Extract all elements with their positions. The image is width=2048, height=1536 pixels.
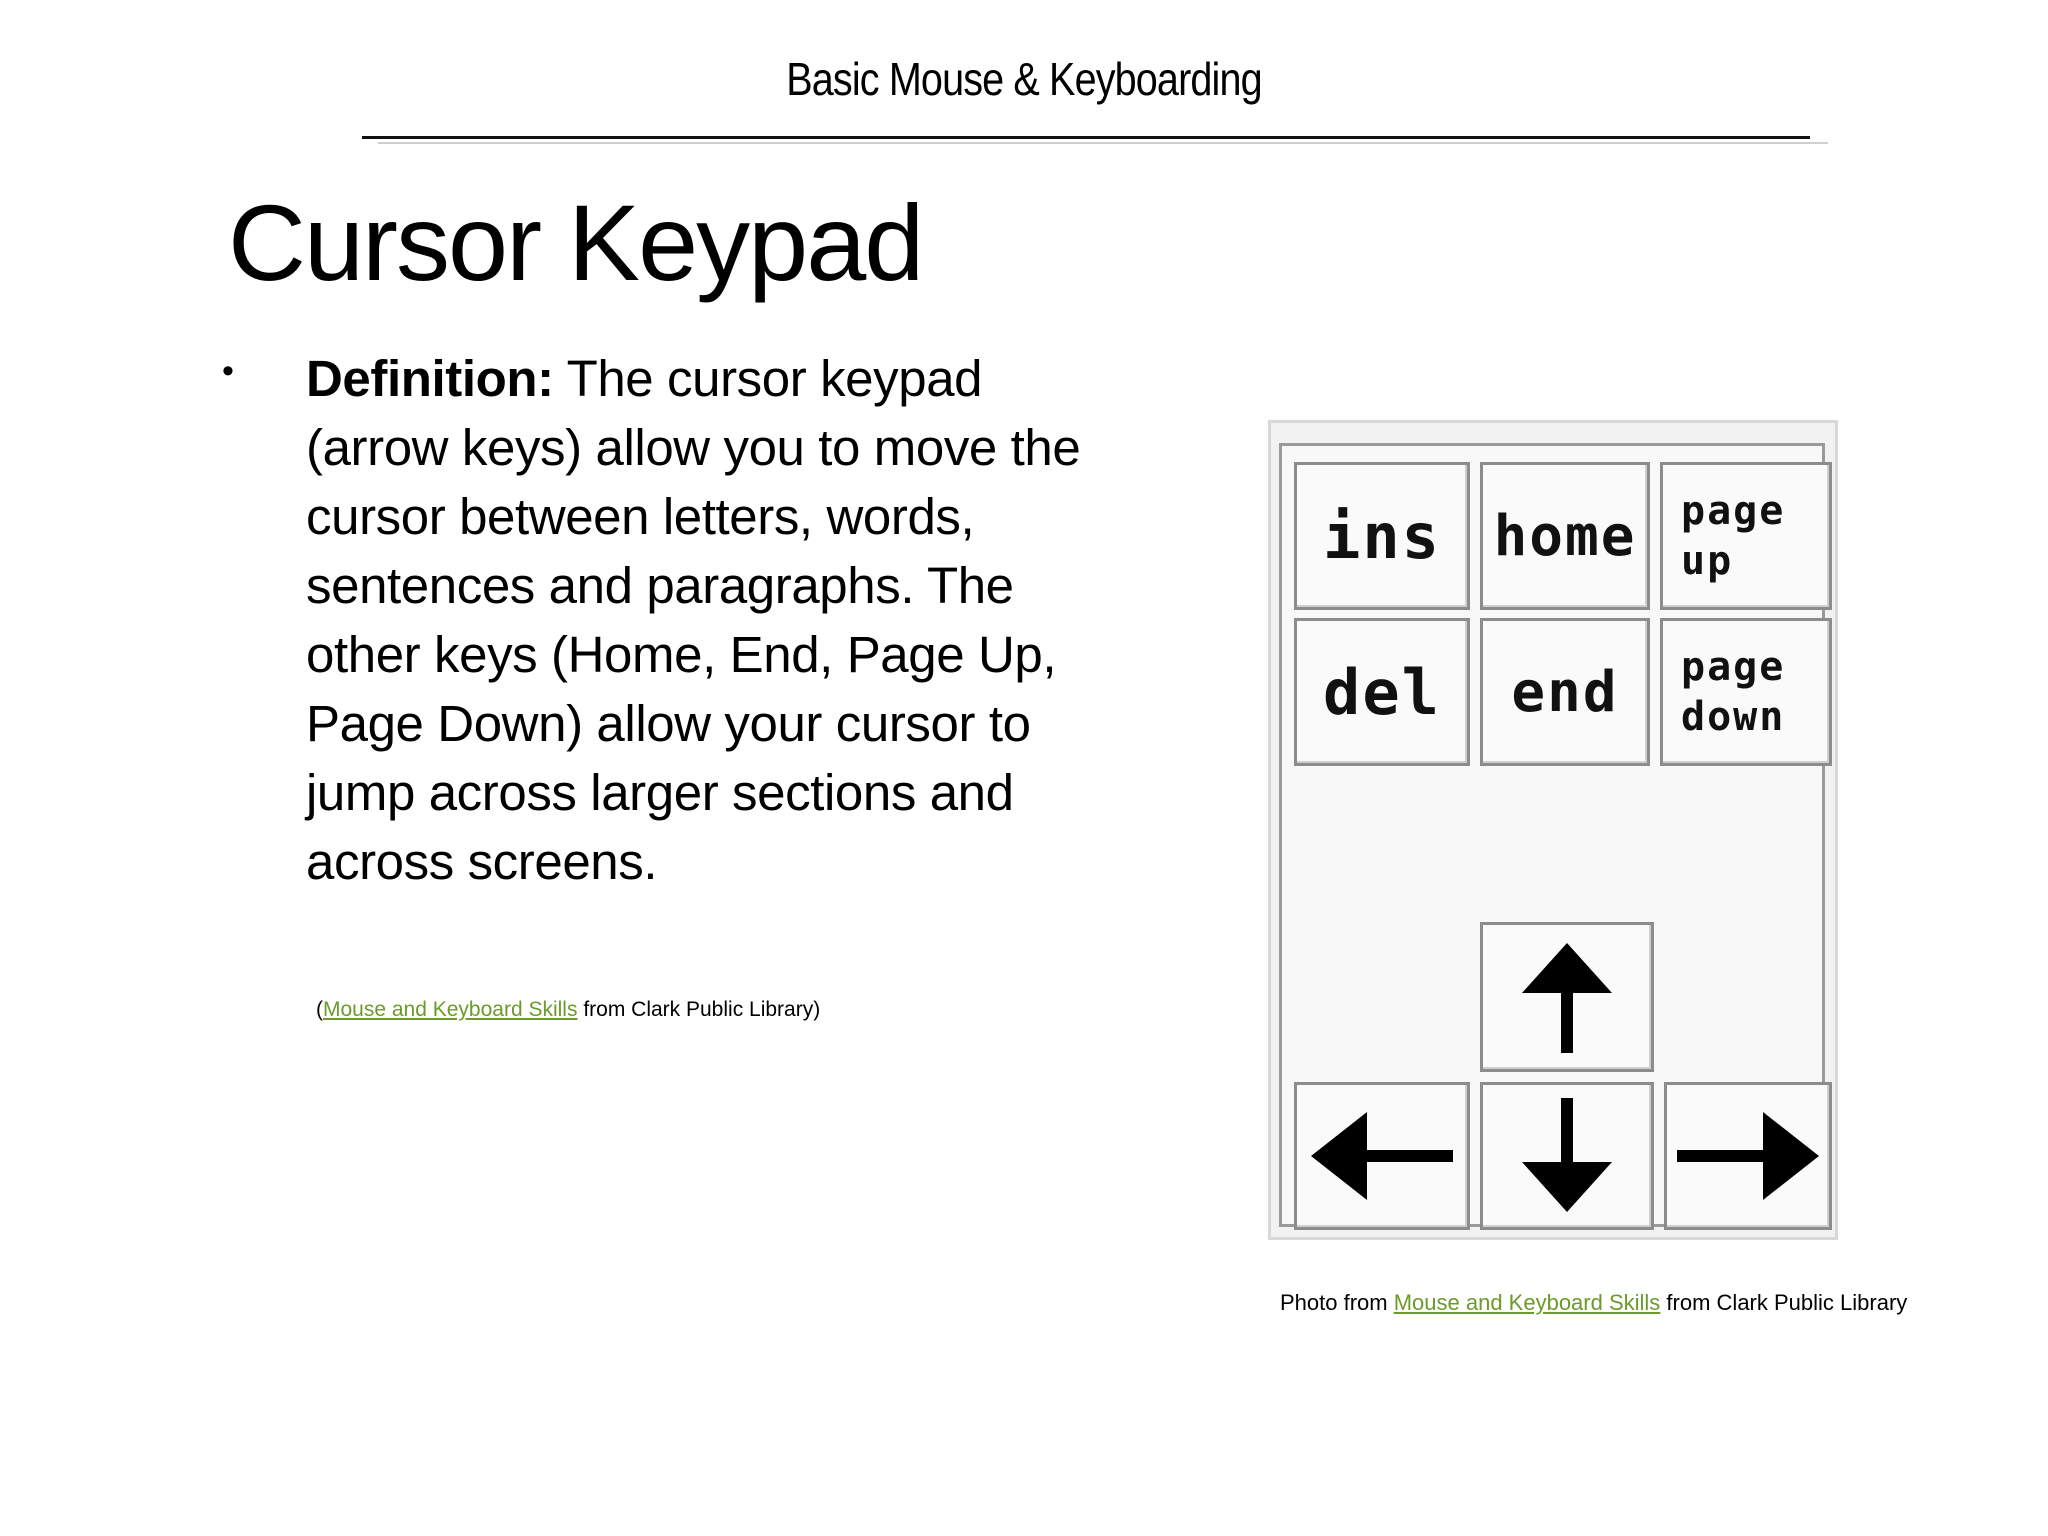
bullet-marker: • [222,352,234,390]
key-page-up [1660,462,1832,610]
key-del-label: del [1323,655,1441,729]
key-arrow-left [1294,1082,1470,1230]
header-title: Basic Mouse & Keyboarding [786,53,1262,105]
photo-credit-rest: from Clark Public Library [1660,1290,1908,1315]
caption-rest: from Clark Public Library) [577,998,821,1021]
key-home-label: home [1493,503,1637,569]
key-arrow-right [1664,1082,1832,1230]
caption-open-paren: ( [316,998,323,1021]
keypad-image [1268,420,1838,1240]
source-link[interactable]: Mouse and Keyboard Skills [323,998,578,1021]
key-page-up-label: page up [1681,488,1786,584]
photo-credit-link[interactable]: Mouse and Keyboard Skills [1393,1290,1661,1315]
key-arrow-down [1480,1082,1654,1230]
arrow-left-icon [1307,1106,1457,1206]
definition-text: The cursor keypad (arrow keys) allow you to move the cursor between letters, words, sentences and paragraphs. The other keys (Home, End, Page Up, Page Down) allow your cursor to jump across larger sections and across screens. [306,350,1081,890]
key-del [1294,618,1470,766]
header-rule-shadow [378,142,1828,144]
key-arrow-up [1480,922,1654,1072]
photo-credit [1280,1290,1907,1316]
definition-label: Definition: [306,350,554,407]
key-end-label: end [1511,659,1619,725]
key-ins-label: ins [1323,499,1441,573]
key-home [1480,462,1650,610]
page-title: Cursor Keypad [228,182,923,303]
arrow-right-icon [1673,1106,1823,1206]
photo-credit-prefix: Photo from [1280,1290,1394,1315]
key-ins [1294,462,1470,610]
key-page-down-label: page down [1681,644,1786,740]
keypad-frame [1279,443,1825,1227]
source-caption [316,998,820,1022]
header-rule [362,136,1810,139]
arrow-down-icon [1512,1094,1622,1218]
key-page-down [1660,618,1832,766]
key-end [1480,618,1650,766]
definition-paragraph [306,344,1126,896]
arrow-up-icon [1512,937,1622,1057]
